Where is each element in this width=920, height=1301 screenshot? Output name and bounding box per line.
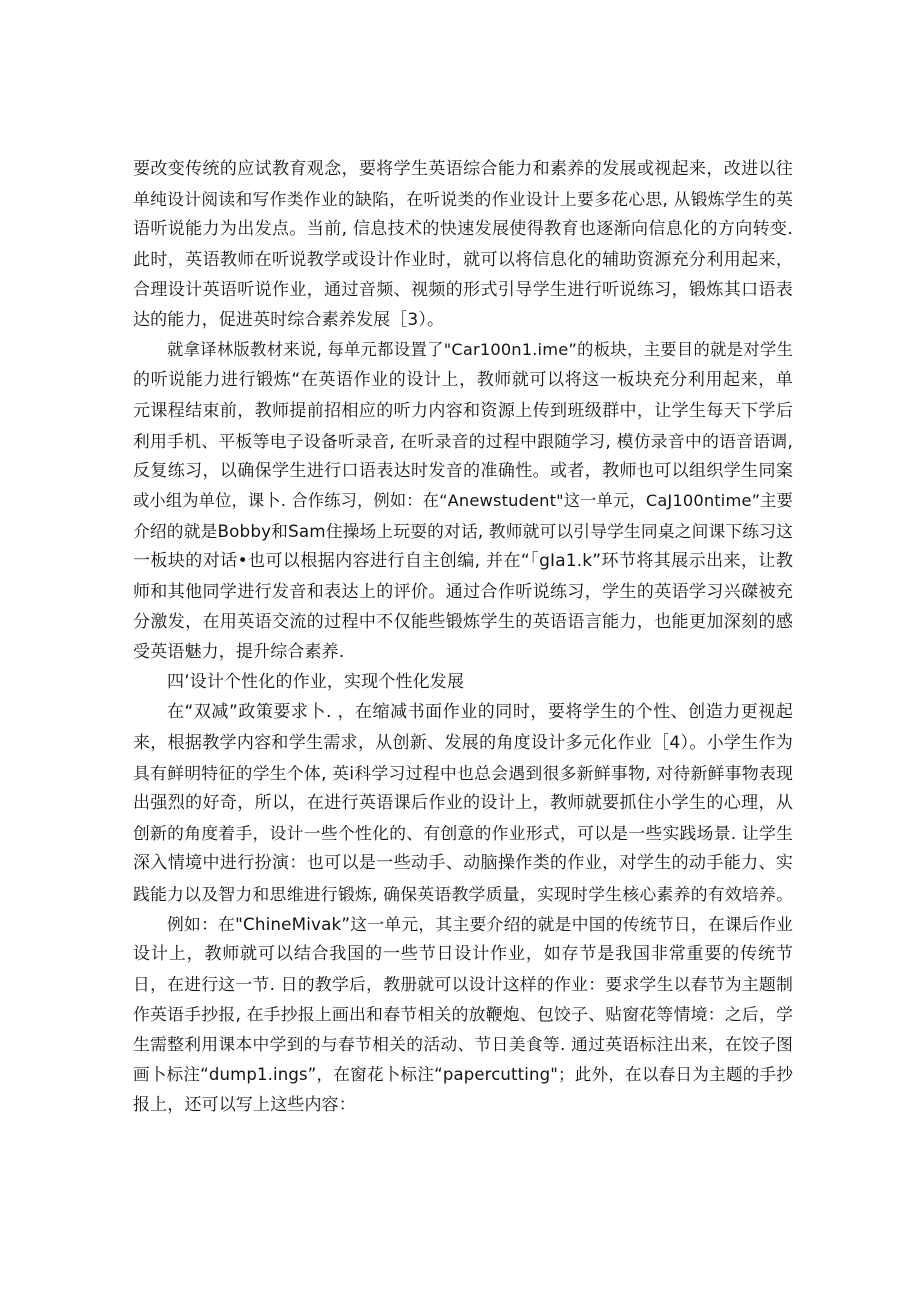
- text-line: 来，根据教学内容和学生需求，从创新、发展的角度设计多元化作业［4）。小学生作为: [133, 732, 793, 753]
- text-line: 此时，英语教师在听说教学或设计作业时，就可以将信息化的辅助资源充分利用起来，: [133, 249, 793, 270]
- text-line: 或小组为单位，课卜. 合作练习，例如：在“Anewstudent"这一单元，CaJ100ntime”主要: [133, 491, 793, 511]
- text-line: 语听说能力为出发点。当前, 信息技术的快速发展使得教育也逐渐向信息化的方向转变.: [133, 219, 793, 240]
- text-line: 画卜标注“dump1.ings”，在窗花卜标注“papercutting"；此外，在以春日为主题的手抄: [133, 1064, 793, 1084]
- text-line: 利用手机、平板等电子设备听录音, 在听录音的过程中跟随学习, 模仿录音中的语音语调,: [133, 430, 793, 451]
- text-line: 合理设计英语听说作业，通过音频、视频的形式引导学生进行听说练习，锻炼其口语表: [133, 279, 793, 300]
- text-line: 反复练习，以确保学生进行口语表达时发音的准确性。或者，教师也可以组织学生同案: [133, 460, 793, 481]
- text-line: 生需整利用课本中学到的与春节相关的活动、节日美食等. 通过英语标注出来，在饺子图: [133, 1034, 793, 1055]
- text-line: 创新的角度着手，设计一些个性化的、有创意的作业形式，可以是一些实践场景. 让学生: [133, 823, 793, 844]
- text-line: 师和其他同学进行发音和表达上的评价。通过合作听说练习，学生的英语学习兴磔被充: [133, 581, 793, 602]
- paragraph-first-line: 例如：在"ChineMivak”这一单元，其主要介绍的就是中国的传统节日，在课后作业: [167, 913, 793, 934]
- text-line: 的听说能力进行锻炼“在英语作业的设计上，教师就可以将这一板块充分利用起来，单: [133, 370, 793, 391]
- body-text: [133, 154, 793, 1120]
- text-line: 受英语魅力，提升综合素养.: [133, 642, 345, 662]
- text-line: 日，在进行这一节. 日的教学后，教册就可以设计这样的作业：要求学生以春节为主题制: [133, 974, 793, 995]
- text-line: 介绍的就是Bobby和Sam住操场上玩耍的对话, 教师就可以引导学生同桌之间课下练习这: [133, 521, 793, 542]
- text-line: 元课程结束前，教师提前招相应的听力内容和资源上传到班级群中，让学生每天下学后: [133, 400, 793, 421]
- text-line: 作英语手抄报, 在手抄报上画出和春节相关的放鞭炮、包饺子、贴窗花等情境：之后，学: [133, 1004, 793, 1025]
- text-line: 设计上，教师就可以结合我国的一些节日设计作业，如存节是我国非常重要的传统节: [133, 943, 793, 964]
- text-line: 要改变传统的应试教育观念，要将学生英语综合能力和素养的发展或视起来，改进以往: [133, 159, 793, 179]
- paragraph-first-line: 就拿译林版教材来说, 每单元都设置了"Car100n1.ime”的板块，主要目的就是对学生: [167, 340, 793, 360]
- text-line: 达的能力，促进英时综合素养发展［3）。: [133, 309, 445, 330]
- text-line: 报上，还可以写上这些内容：: [133, 1094, 356, 1115]
- text-line: 一板块的对话•也可以根据内容进行自主创编, 并在“「gIa1.k”环节将其展示出来，让教: [133, 551, 793, 572]
- text-line: 出强烈的好奇，所以，在进行英语课后作业的设计上，教师就要抓住小学生的心理，从: [133, 792, 793, 813]
- text-line: 深入情境中进行扮演：也可以是一些动手、动脑操作类的作业，对学生的动手能力、实: [133, 853, 793, 874]
- text-line: 单纯设计阅读和写作类作业的缺陷，在听说类的作业设计上要多花心思, 从锻炼学生的英: [133, 189, 793, 210]
- paragraph-first-line: 在“双减”政策要求卜. ，在缩减书面作业的同时，要将学生的个性、创造力更视起: [167, 702, 793, 723]
- paragraph-first-line: 四’设计个性化的作业，实现个性化发展: [167, 672, 465, 693]
- text-line: 分激发，在用英语交流的过程中不仅能些锻炼学生的英语语言能力，也能更加深刻的感: [133, 611, 793, 632]
- text-line: 具有鲜明特征的学生个体, 英i科学习过程中也总会遇到很多新鲜事物, 对待新鲜事物表现: [133, 762, 793, 783]
- text-line: 践能力以及智力和思维进行锻炼, 确保英语教学质量，实现时学生核心素养的有效培养。: [133, 883, 793, 904]
